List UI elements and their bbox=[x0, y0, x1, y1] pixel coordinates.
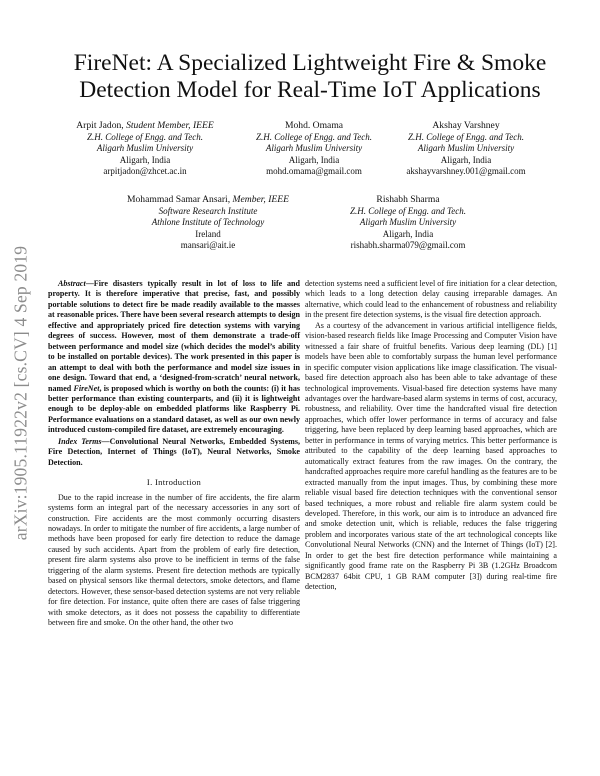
right-paragraph-2: As a courtesy of the advancement in various artificial intelligence fields, vision-based research fields like Image Processing and Computer Vision have witnessed a fair share of fruitful benefits. Various deep learning (DL) [1] models have been able to comfortably surpass the human level performance in specific computer vision applications like image classification. The visual-based fire detection approach also has been able to take advantage of these technological improvements. Visual-based fire detection systems have many advantages over the hardware-based alarm systems in terms of cost, accuracy, robustness, and reliability. Over time the handcrafted visual fire detection approaches, which offer lower performance in terms of accuracy and false triggering, have been replaced by deep learning based approaches, which are better in performance in terms of varying metrics. This better performance is attributed to the capability of the deep learning based approaches to automatically extract features from the raw images. On the contrary, the handcrafted approaches require more careful handling as the features are to be extracted manually from the input images. Thus, by combining these more reliable visual based fire detection techniques with the conventional sensor based techniques, a more robust and reliable fire alarm system could be developed. Therefore, in this work, our aim is to introduce an advanced fire and smoke detection unit, which is reliable, reduces the false triggering problem and incorporates various state of the art technological concepts like Convolutional Neural Networks (CNN) and the Internet of Things (IoT) [2]. In order to get the best fire detection performance while maintaining a significantly good frame rate on the Raspberry Pi 3B (1.2GHz Broadcom BCM2837 64bit CPU, 1 GB RAM computer [3]) during real-time fire detection, bbox=[305, 320, 557, 592]
author-name: Mohammad Samar Ansari, bbox=[126, 194, 231, 205]
author-location: Aligarh, India bbox=[119, 154, 171, 165]
author-name: Akshay Varshney bbox=[432, 120, 500, 131]
author-role: Member, IEEE bbox=[232, 194, 289, 205]
author-block-4 bbox=[103, 194, 313, 252]
author-dept: Z.H. College of Engg. and Tech. bbox=[350, 205, 466, 216]
author-dept: Z.H. College of Engg. and Tech. bbox=[408, 131, 524, 142]
right-paragraph-1: detection systems need a sufficient level of fire initiation for a clear detection, which leads to a long detection delay causing irreparable damages. An alternative, which could lead to the enhancement of robustness and reliability in the present fire detection systems, is the visual fire detection approach. bbox=[305, 279, 557, 320]
arxiv-identifier: arXiv:1905.11922v2 [cs.CV] 4 Sep 2019 bbox=[10, 245, 31, 541]
author-dept: Z.H. College of Engg. and Tech. bbox=[256, 131, 372, 142]
index-terms-body: —Convolutional Neural Networks, Embedded Systems, Fire Detection, Internet of Things (IoT), Neural Networks, Smoke Detection. bbox=[48, 436, 300, 467]
abstract-model-name: FireNet bbox=[73, 383, 100, 393]
author-block-1 bbox=[55, 120, 235, 178]
author-location: Ireland bbox=[195, 228, 221, 239]
author-university: Aligarh Muslim University bbox=[265, 143, 363, 154]
author-location: Aligarh, India bbox=[288, 154, 340, 165]
abstract bbox=[48, 279, 300, 436]
author-dept: Software Research Institute bbox=[158, 205, 258, 216]
author-name: Mohd. Omama bbox=[284, 120, 344, 131]
index-terms bbox=[48, 437, 300, 468]
author-email: rishabh.sharma079@gmail.com bbox=[350, 240, 466, 251]
paper-title bbox=[40, 50, 580, 104]
author-university: Athlone Institute of Technology bbox=[151, 217, 265, 228]
right-column bbox=[305, 279, 557, 593]
title-line-2: Detection Model for Real-Time IoT Applications bbox=[79, 77, 541, 103]
intro-paragraph: Due to the rapid increase in the number of fire accidents, the fire alarm systems form an integral part of the necessary accessories in any sort of construction. Fire accidents are the most commonly occurring disasters nowadays. In order to mitigate the number of fire accidents, a large number of methods have been proposed for early fire detection to reduce the damage caused by such accidents. Apart from the problem of early fire detection, present fire alarm systems also prove to be inefficient in terms of the false triggering of the alarm systems. Present fire detection methods are typically based on physical sensors like thermal detectors, smoke detectors, and flame detectors. However, these sensor-based detection systems are not very reliable for fire detection. For instance, quite often there are cases of false triggering with smoke detectors, as it does not possess the capability to differentiate between fire and smoke. On the other hand, the other two bbox=[48, 492, 300, 628]
author-location: Aligarh, India bbox=[382, 228, 434, 239]
author-university: Aligarh Muslim University bbox=[96, 143, 194, 154]
author-name: Arpit Jadon, bbox=[76, 120, 124, 131]
section-heading: I. Introduction bbox=[146, 477, 202, 488]
author-role: Student Member, IEEE bbox=[126, 120, 214, 131]
author-university: Aligarh Muslim University bbox=[359, 217, 457, 228]
abstract-body: —Fire disasters typically result in lot of loss to life and property. It is therefore imperative that precise, fast, and possibly portable solutions to detect fire be made readily available to the masses at reasonable prices. There have been several research attempts to design effective and appropriately priced fire detection systems with varying degrees of success. However, most of them demonstrate a trade-off between performance and model size (which decides the model’s ability to be installed on portable devices). The work presented in this paper is an attempt to deal with both the performance and model size issues in one design. Toward that end, a ‘designed-from-scratch’ neural network, named bbox=[48, 279, 300, 393]
abstract-label: Abstract bbox=[58, 279, 86, 288]
author-email: mohd.omama@gmail.com bbox=[266, 166, 362, 177]
author-block-3 bbox=[376, 120, 556, 178]
arxiv-sidebar-stamp bbox=[6, 218, 36, 568]
author-name: Rishabh Sharma bbox=[376, 194, 440, 205]
author-dept: Z.H. College of Engg. and Tech. bbox=[87, 131, 203, 142]
author-university: Aligarh Muslim University bbox=[417, 143, 515, 154]
abstract-body-end: , is proposed which is worthy on both the counts: (i) it has better performance than existing counterparts, and (ii) it is lightweight enough to be deploy-able on embedded platforms like Raspberry Pi. Performance evaluations on a standard dataset, as well as our own newly introduced custom-compiled fire dataset, are extremely encouraging. bbox=[48, 383, 300, 435]
author-email: arpitjadon@zhcet.ac.in bbox=[103, 166, 187, 177]
author-email: akshayvarshney.001@gmail.com bbox=[406, 166, 526, 177]
author-email: mansari@ait.ie bbox=[180, 240, 236, 251]
left-column bbox=[48, 279, 300, 629]
author-block-5 bbox=[318, 194, 498, 252]
title-line-1: FireNet: A Specialized Lightweight Fire & Smoke bbox=[73, 50, 547, 76]
index-terms-label: Index Terms bbox=[58, 436, 102, 446]
author-location: Aligarh, India bbox=[440, 154, 492, 165]
